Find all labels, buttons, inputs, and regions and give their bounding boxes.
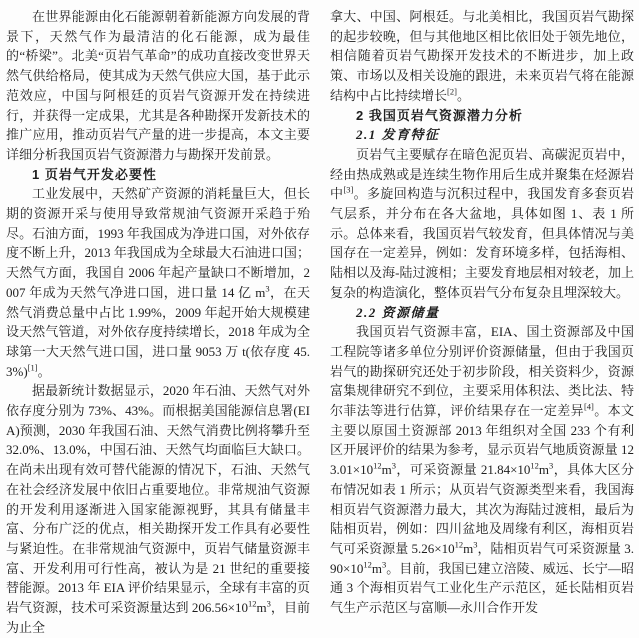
heading-section-2: 2 我国页岩气资源潜力分析 (356, 107, 523, 123)
heading-subsection-2-2: 2.2 资源储量 (356, 304, 440, 320)
paragraph-continuation-shale-exploration: 拿大、中国、阿根廷。与北美相比，我国页岩气勘探的起步较晚，但与其他地区相比依旧处于领先地位，相信随着页岩气勘探开发技术的不断进步，加上政策、市场以及相关设施的跟进，未来页岩气将在能源结构中占比持续增长[2]。 (330, 9, 634, 103)
paragraph-statistics-eia: 据最新统计数据显示，2020 年石油、天然气对外依存度分别为 73%、43%。而根据美国能源信息署(EIA)预测，2030 年我国石油、天然气消费比例将攀升至 32.0%、13.0%，中国石油、天然气均面临巨大缺口。在尚未出现有效可替代能源的情况下，石油、天然气在社会经济发展中依旧占重要地位。非常规油气资源的开发利用逐渐进入国家能源视野，其具有储量丰富、分布广泛的优点，相关勘探开发工作具有必要性与紧迫性。在非常规油气资源中，页岩气储量资源丰富、开发利用可行性高，被认为是 21 世纪的重要接替能源。2013 年 EIA 评价结果显示，全球有丰富的页岩气资源，技术可采资源量达到 $206.56\times 10^{12}m^3$，目前为止全 (6, 383, 310, 635)
left-column (6, 7, 310, 635)
paragraph-resource-reserves: 我国页岩气资源丰富，EIA、国土资源部及中国工程院等诸多单位分别评价资源储量，但由于我国页岩气的勘探研究还处于初步阶段，相关资料少，资源富集规律研究不到位，主要采用体积法、类比法、特尔菲法等进行估算，评价结果存在一定差异[4]。本文主要以原国土资源部 2013 年组织对全国 233 个有利区开展评价的结果为参考，显示页岩气地质资源量 $123.01\times 10^{12}m^3$，可采资源量 $21.84\times 10^{12}m^3$，具体大区分布情况如表 1 所示；从页岩气资源类型来看，我国海相页岩气资源潜力最大，其次为海陆过渡相，最后为陆相页岩，例如：四川盆地及周缘有利区，海相页岩气可采资源量 $5.26\times 10^{12}m^3$，陆相页岩气可采资源量 $3.90\times 10^{12}m^3$。目前，我国已建立涪陵、威远、长宁—昭通 3 个海相页岩气工业化生产示范区，延长陆相页岩气生产示范区与富顺—永川合作开发 (330, 324, 634, 616)
paragraph-oil-gas-imports: 工业发展中，天然矿产资源的消耗量巨大，但长期的资源开采与使用导致常规油气资源开采趋于殆尽。石油方面，1993 年我国成为净进口国，对外依存度不断上升，2013 年我国成为全球最大石油进口国；天然气方面，我国自 2006 年起产量缺口不断增加，2007 年成为天然气净进口国，进口量 14 亿 $m^3$，在天然气消费总量中占比 1.99%，2009 年起开始大规模建设天然气管道，对外依存度持续增长，2018 年成为全球第一大天然气进口国，进口量 9053 万 t(依存度 45.3%)[1]。 (6, 186, 310, 379)
heading-section-1: 1 页岩气开发必要性 (32, 166, 157, 182)
paragraph-development-characteristics: 页岩气主要赋存在暗色泥页岩、高碳泥页岩中，经由热成熟或是连续生物作用后生成并聚集在烃源岩中[3]。多旋回构造与沉积过程中，我国发育多套页岩气层系，并分布在各大盆地，具体如图 1、表 1 所示。总体来看，我国页岩气较发育，但具体情况与美国存在一定差异，例如：发育环境多样，包括海相、陆相以及海-陆过渡相；主要发育地层相对较老，加上复杂的构造演化，整体页岩气分布复杂且埋深较大。 (330, 146, 634, 300)
right-column (330, 7, 634, 616)
heading-subsection-2-1: 2.1 发育特征 (356, 127, 440, 143)
intro-paragraph: 在世界能源由化石能源朝着新能源方向发展的背景下，天然气作为最清洁的化石能源，成为最佳的“桥梁”。北美“页岩气革命”的成功直接改变世界天然气供给格局，使其成为天然气供应大国，基于此示范效应，中国与阿根廷的页岩气资源开发在持续进行，并获得一定成果，尤其是各种勘探开发新技术的推广应用，推动页岩气产量的进一步提高，本文主要详细分析我国页岩气资源潜力与勘探开发前景。 (6, 9, 310, 162)
